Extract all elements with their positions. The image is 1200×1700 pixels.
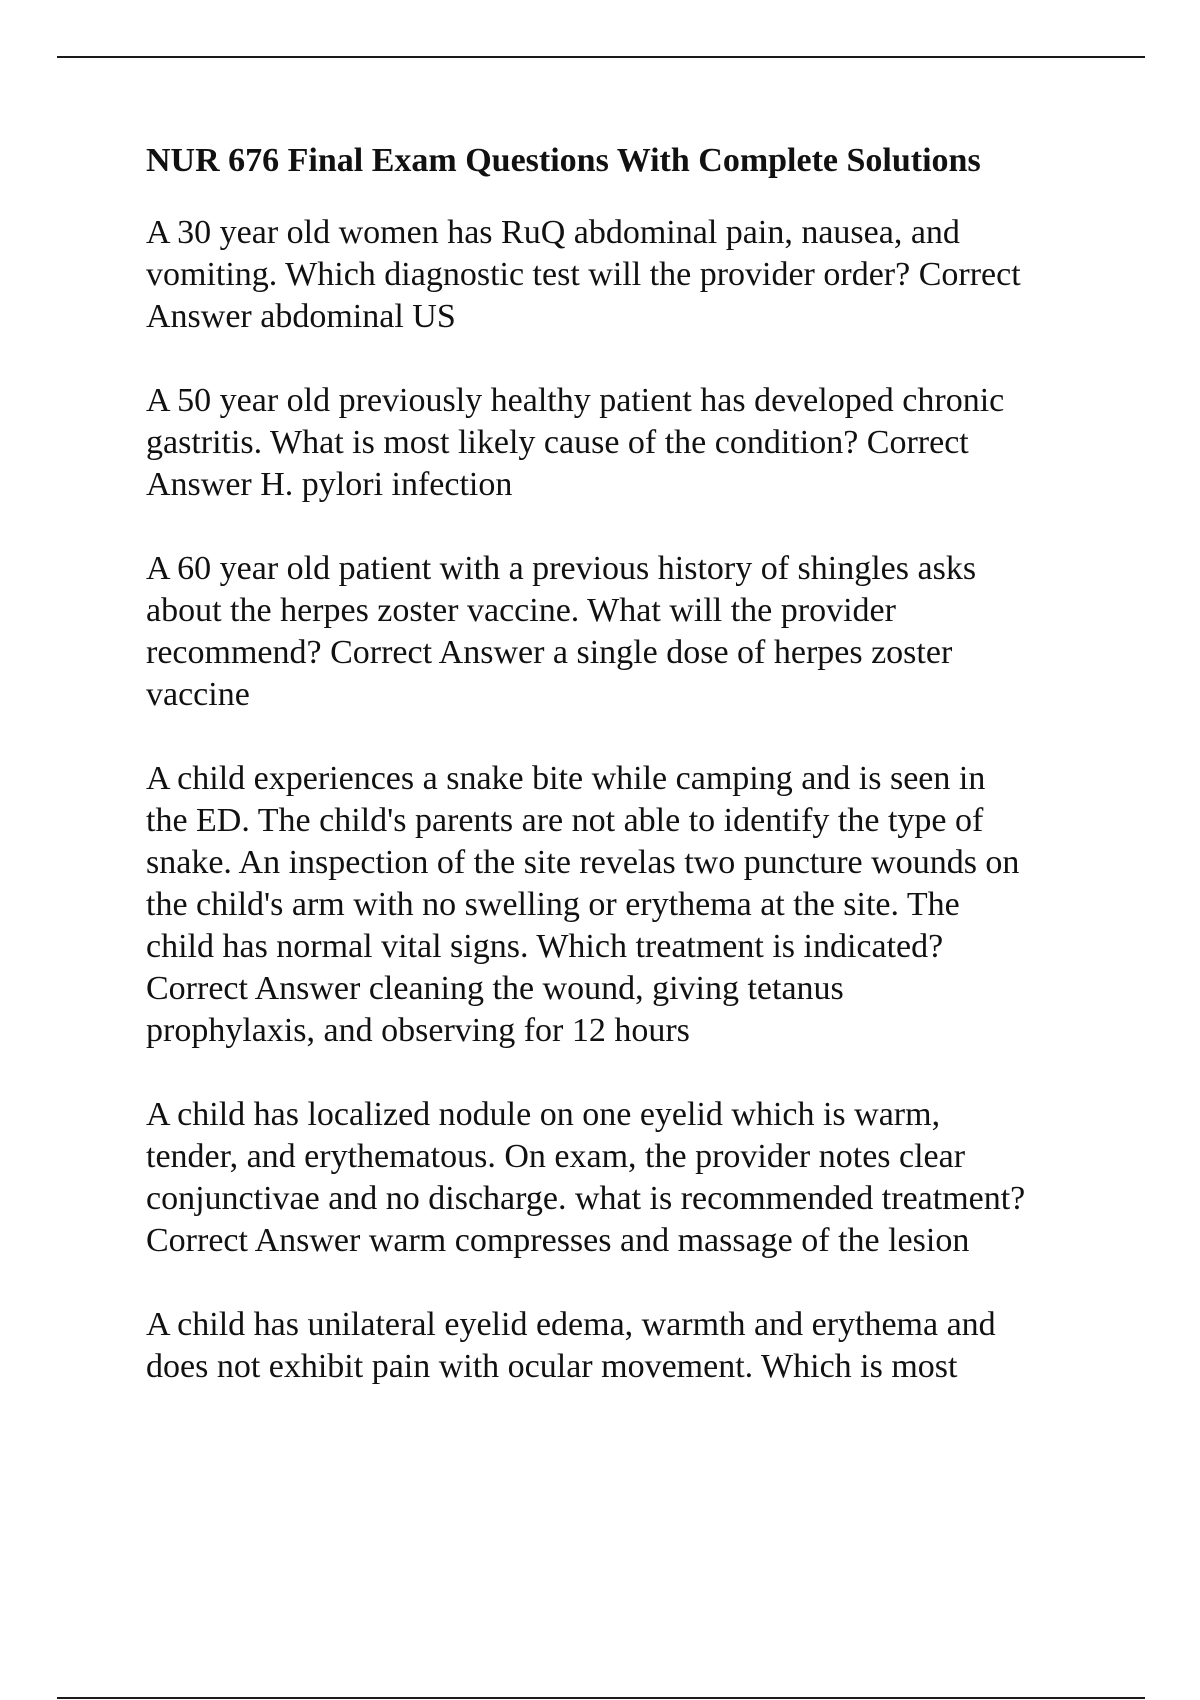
- footer-rule: [57, 1697, 1145, 1699]
- question-paragraph: A 50 year old previously healthy patient has developed chronic gastritis. What is most likely cause of the condition? Correct Answer H. pylori infection: [146, 382, 1005, 503]
- question-paragraph: A child has localized nodule on one eyelid which is warm, tender, and erythematous. On exam, the provider notes clear conjunctivae and no discharge. what is recommended treatment? Correct Answer warm compresses and massage of the lesion: [146, 1096, 1026, 1259]
- question-paragraph: A 30 year old women has RuQ abdominal pain, nausea, and vomiting. Which diagnostic test will the provider order? Correct Answer abdominal US: [146, 214, 1021, 335]
- page-content: [146, 140, 1106, 1430]
- document-title: NUR 676 Final Exam Questions With Complete Solutions: [146, 142, 981, 179]
- question-paragraph: A child experiences a snake bite while camping and is seen in the ED. The child's parents are not able to identify the type of snake. An inspection of the site revelas two puncture wounds on the child's arm with no swelling or erythema at the site. The child has normal vital signs. Which treatment is indicated? Correct Answer cleaning the wound, giving tetanus prophylaxis, and observing for 12 hours: [146, 760, 1020, 1049]
- question-paragraph: A child has unilateral eyelid edema, warmth and erythema and does not exhibit pain with ocular movement. Which is most: [146, 1306, 996, 1385]
- question-paragraph: A 60 year old patient with a previous history of shingles asks about the herpes zoster vaccine. What will the provider recommend? Correct Answer a single dose of herpes zoster vaccine: [146, 550, 977, 713]
- header-rule: [57, 56, 1145, 58]
